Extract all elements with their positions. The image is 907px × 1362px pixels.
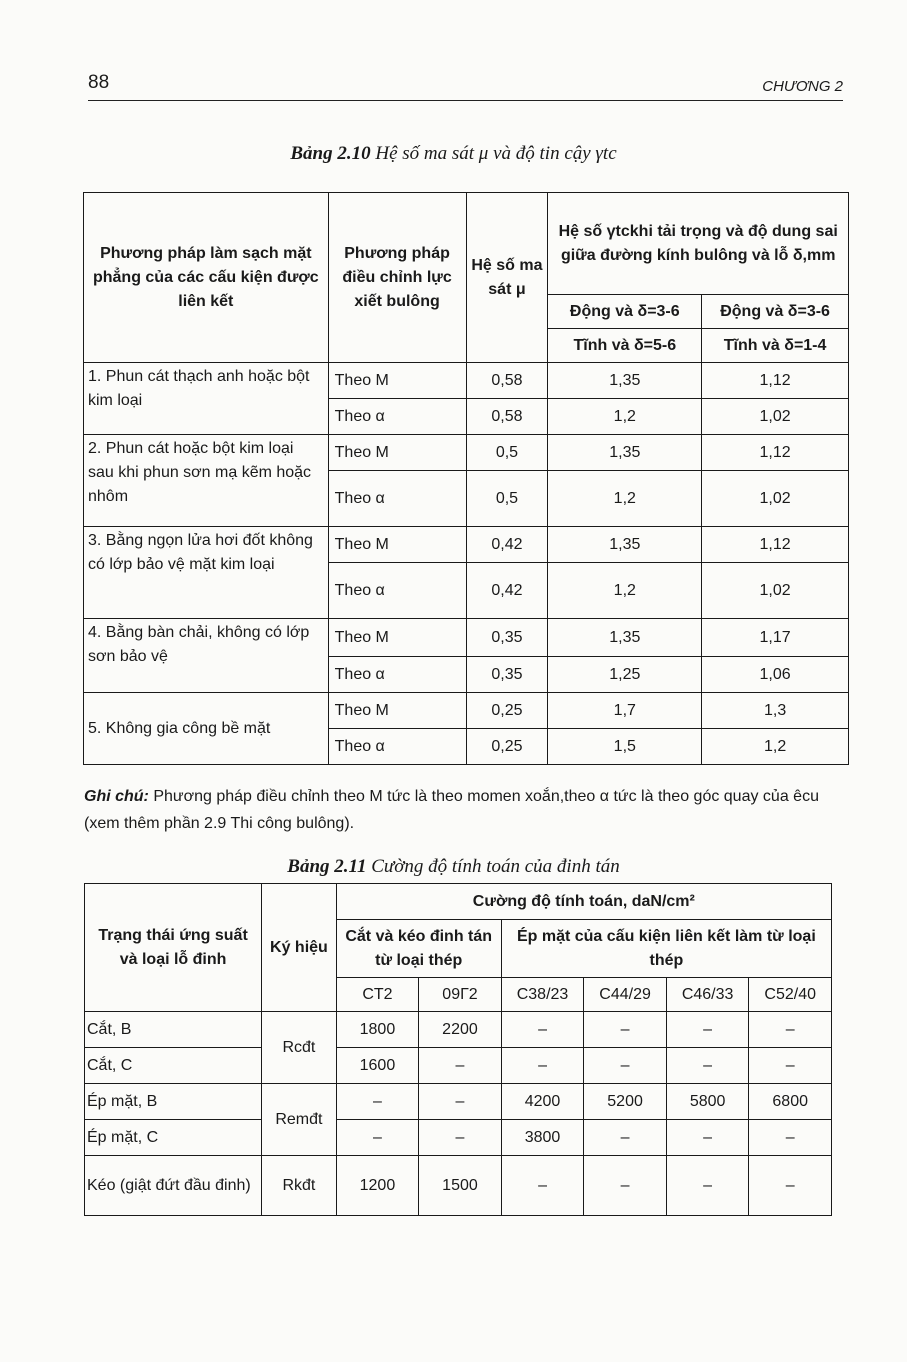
value-cell: – <box>501 1012 584 1048</box>
symbol-cell: Rkđt <box>262 1156 336 1216</box>
symbol-cell: Rcđt <box>262 1012 336 1084</box>
group-label: 2. Phun cát hoặc bột kim loại sau khi phun sơn mạ kẽm hoặc nhôm <box>84 435 329 527</box>
mu-cell: 0,42 <box>466 563 548 619</box>
gamma-a-cell: 1,35 <box>548 435 702 471</box>
grade-header: C44/29 <box>584 978 667 1012</box>
value-cell: – <box>749 1156 832 1216</box>
method-cell: Theo α <box>328 399 466 435</box>
method-cell: Theo α <box>328 729 466 765</box>
method-cell: Theo M <box>328 619 466 657</box>
grade-header: 09Г2 <box>419 978 502 1012</box>
header-bearing: Ép mặt của cấu kiện liên kết làm từ loại thép <box>501 920 831 978</box>
note-label: Ghi chú: <box>84 788 149 805</box>
grade-header: C52/40 <box>749 978 832 1012</box>
mu-cell: 0,35 <box>466 657 548 693</box>
mu-cell: 0,58 <box>466 399 548 435</box>
table-row <box>85 1084 832 1120</box>
table2-caption <box>0 856 907 878</box>
group-label: 3. Bằng ngọn lửa hơi đốt không có lớp bảo vệ mặt kim loại <box>84 527 329 619</box>
gamma-b-cell: 1,12 <box>702 435 849 471</box>
value-cell: – <box>749 1048 832 1084</box>
header-reliability: Hệ số γtckhi tải trọng và độ dung sai giữa đường kính bulông và lỗ δ,mm <box>548 193 849 295</box>
gamma-a-cell: 1,2 <box>548 471 702 527</box>
gamma-a-cell: 1,2 <box>548 563 702 619</box>
header-col-b-bottom: Tĩnh và δ=1-4 <box>702 329 849 363</box>
value-cell: – <box>584 1048 667 1084</box>
value-cell: – <box>419 1084 502 1120</box>
header-method-adjust: Phương pháp điều chỉnh lực xiết bulông <box>328 193 466 363</box>
symbol-cell: Remđt <box>262 1084 336 1156</box>
mu-cell: 0,5 <box>466 471 548 527</box>
group-label: 1. Phun cát thạch anh hoặc bột kim loại <box>84 363 329 435</box>
value-cell: – <box>666 1120 749 1156</box>
rivet-strength-table <box>84 883 832 1216</box>
gamma-a-cell: 1,7 <box>548 693 702 729</box>
mu-cell: 0,35 <box>466 619 548 657</box>
gamma-a-cell: 1,35 <box>548 363 702 399</box>
state-label: Kéo (giật đứt đầu đinh) <box>85 1156 262 1216</box>
gamma-a-cell: 1,35 <box>548 619 702 657</box>
value-cell: 3800 <box>501 1120 584 1156</box>
method-cell: Theo M <box>328 435 466 471</box>
mu-cell: 0,25 <box>466 693 548 729</box>
gamma-b-cell: 1,17 <box>702 619 849 657</box>
value-cell: – <box>501 1156 584 1216</box>
state-label: Ép mặt, C <box>85 1120 262 1156</box>
value-cell: 1600 <box>336 1048 419 1084</box>
method-cell: Theo α <box>328 471 466 527</box>
header-strength: Cường độ tính toán, daN/cm² <box>336 884 831 920</box>
chapter-title: CHƯƠNG 2 <box>762 78 843 95</box>
value-cell: – <box>419 1120 502 1156</box>
mu-cell: 0,25 <box>466 729 548 765</box>
value-cell: – <box>666 1012 749 1048</box>
table2-caption-text: Cường độ tính toán của đinh tán <box>371 856 620 877</box>
gamma-b-cell: 1,02 <box>702 563 849 619</box>
gamma-b-cell: 1,02 <box>702 399 849 435</box>
grade-header: CT2 <box>336 978 419 1012</box>
gamma-a-cell: 1,35 <box>548 527 702 563</box>
table1-caption-text: Hệ số ma sát μ và độ tin cậy γtc <box>375 143 617 164</box>
table1-caption-label: Bảng 2.10 <box>290 143 371 164</box>
mu-cell: 0,58 <box>466 363 548 399</box>
value-cell: 1500 <box>419 1156 502 1216</box>
value-cell: – <box>336 1120 419 1156</box>
table-row <box>84 527 849 563</box>
value-cell: – <box>336 1084 419 1120</box>
value-cell: 5800 <box>666 1084 749 1120</box>
value-cell: – <box>419 1048 502 1084</box>
value-cell: 1200 <box>336 1156 419 1216</box>
group-label: 4. Bằng bàn chải, không có lớp sơn bảo vệ <box>84 619 329 693</box>
friction-table <box>83 192 849 765</box>
table-row <box>84 435 849 471</box>
table-row <box>85 1156 832 1216</box>
grade-header: C46/33 <box>666 978 749 1012</box>
header-symbol: Ký hiệu <box>262 884 336 1012</box>
method-cell: Theo α <box>328 563 466 619</box>
value-cell: 1800 <box>336 1012 419 1048</box>
value-cell: – <box>584 1156 667 1216</box>
page-number: 88 <box>88 72 110 93</box>
table-row <box>85 1012 832 1048</box>
table-row <box>84 363 849 399</box>
mu-cell: 0,5 <box>466 435 548 471</box>
gamma-a-cell: 1,5 <box>548 729 702 765</box>
gamma-b-cell: 1,02 <box>702 471 849 527</box>
value-cell: 6800 <box>749 1084 832 1120</box>
value-cell: – <box>666 1048 749 1084</box>
header-state: Trạng thái ứng suất và loại lỗ đinh <box>85 884 262 1012</box>
method-cell: Theo M <box>328 363 466 399</box>
method-cell: Theo α <box>328 657 466 693</box>
value-cell: – <box>749 1012 832 1048</box>
value-cell: – <box>584 1012 667 1048</box>
gamma-b-cell: 1,06 <box>702 657 849 693</box>
value-cell: 4200 <box>501 1084 584 1120</box>
gamma-a-cell: 1,25 <box>548 657 702 693</box>
table-note <box>84 783 844 837</box>
value-cell: 2200 <box>419 1012 502 1048</box>
state-label: Ép mặt, B <box>85 1084 262 1120</box>
gamma-a-cell: 1,2 <box>548 399 702 435</box>
mu-cell: 0,42 <box>466 527 548 563</box>
header-method-clean: Phương pháp làm sạch mặt phẳng của các cấu kiện được liên kết <box>84 193 329 363</box>
value-cell: – <box>666 1156 749 1216</box>
gamma-b-cell: 1,2 <box>702 729 849 765</box>
table2-caption-label: Bảng 2.11 <box>287 856 367 877</box>
table-row <box>85 1048 832 1084</box>
group-label: 5. Không gia công bề mặt <box>84 693 329 765</box>
table-row <box>85 1120 832 1156</box>
note-text: Phương pháp điều chỉnh theo M tức là theo momen xoắn,theo α tức là theo góc quay của êcu (xem thêm phần 2.9 Thi công bulông). <box>84 788 819 833</box>
table1-caption <box>0 143 907 165</box>
gamma-b-cell: 1,12 <box>702 363 849 399</box>
gamma-b-cell: 1,12 <box>702 527 849 563</box>
state-label: Cắt, C <box>85 1048 262 1084</box>
header-friction: Hệ số ma sát μ <box>466 193 548 363</box>
value-cell: – <box>501 1048 584 1084</box>
method-cell: Theo M <box>328 693 466 729</box>
header-shear-tension: Cắt và kéo đinh tán từ loại thép <box>336 920 501 978</box>
gamma-b-cell: 1,3 <box>702 693 849 729</box>
method-cell: Theo M <box>328 527 466 563</box>
header-col-a-top: Động và δ=3-6 <box>548 295 702 329</box>
table-row <box>84 693 849 729</box>
state-label: Cắt, B <box>85 1012 262 1048</box>
header-col-b-top: Động và δ=3-6 <box>702 295 849 329</box>
table-row <box>84 619 849 657</box>
value-cell: – <box>584 1120 667 1156</box>
header-col-a-bottom: Tĩnh và δ=5-6 <box>548 329 702 363</box>
value-cell: – <box>749 1120 832 1156</box>
grade-header: C38/23 <box>501 978 584 1012</box>
page-header <box>88 70 843 101</box>
value-cell: 5200 <box>584 1084 667 1120</box>
